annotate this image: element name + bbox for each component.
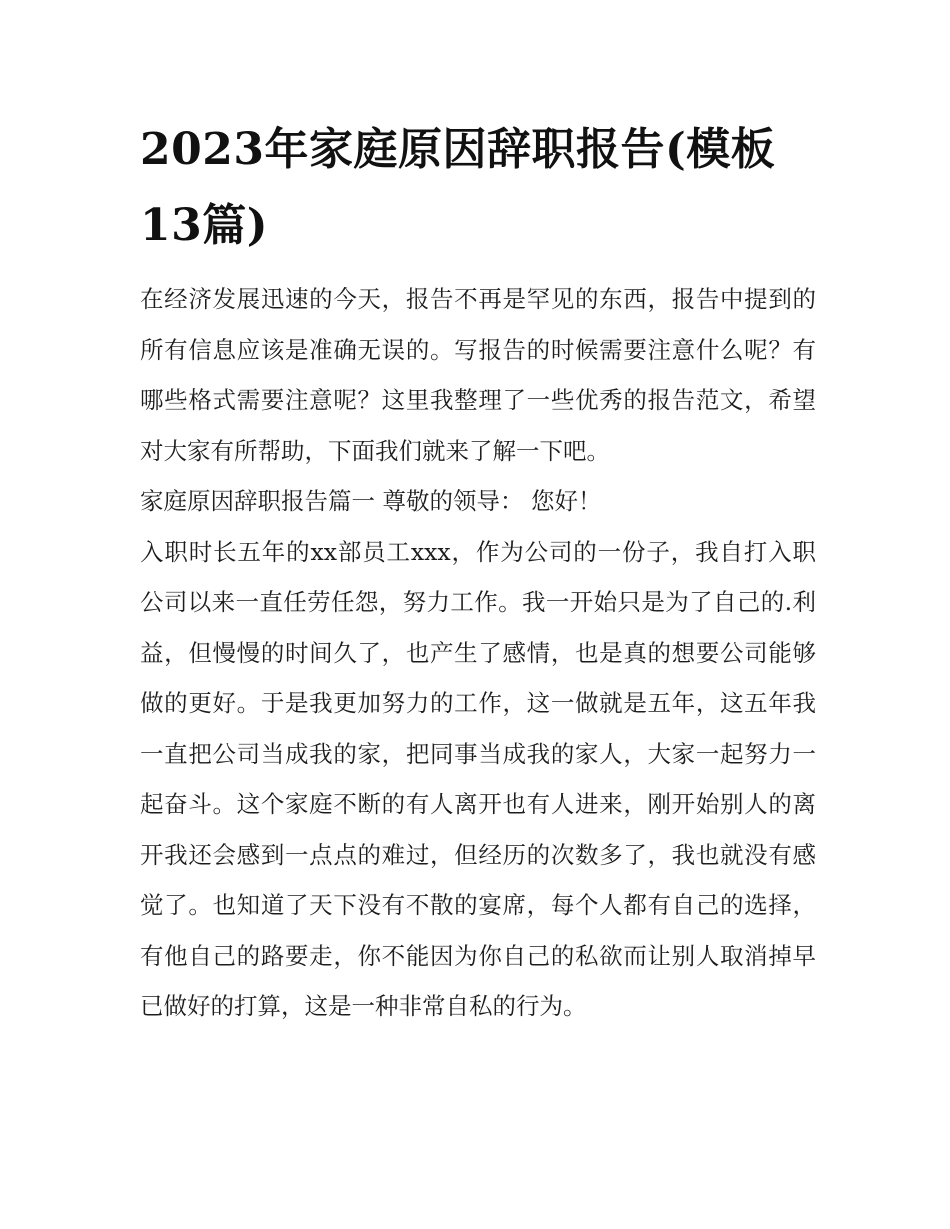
document-body [140, 274, 816, 1032]
document-page [140, 112, 816, 1032]
body-paragraph: 入职时长五年的xx部员工xxx，作为公司的一份子，我自打入职公司以来一直任劳任怨，努力工作。我一开始只是为了自己的.利益，但慢慢的时间久了，也产生了感情，也是真的想要公司能够做的更好。于是我更加努力的工作，这一做就是五年，这五年我一直把公司当成我的家，把同事当成我的家人，大家一起努力一起奋斗。这个家庭不断的有人离开也有人进来，刚开始别人的离开我还会感到一点点的难过，但经历的次数多了，我也就没有感觉了。也知道了天下没有不散的宴席，每个人都有自己的选择，有他自己的路要走，你不能因为你自己的私欲而让别人取消掉早已做好的打算，这是一种非常自私的行为。 [140, 537, 816, 1020]
intro-paragraph: 在经济发展迅速的今天，报告不再是罕见的东西，报告中提到的所有信息应该是准确无误的。写报告的时候需要注意什么呢？有哪些格式需要注意呢？这里我整理了一些优秀的报告范文，希望对大家有所帮助，下面我们就来了解一下吧。 [140, 285, 816, 465]
section-heading: 家庭原因辞职报告篇一 尊敬的领导： 您好！ [140, 487, 602, 515]
document-title: 2023年家庭原因辞职报告(模板13篇) [140, 124, 776, 251]
